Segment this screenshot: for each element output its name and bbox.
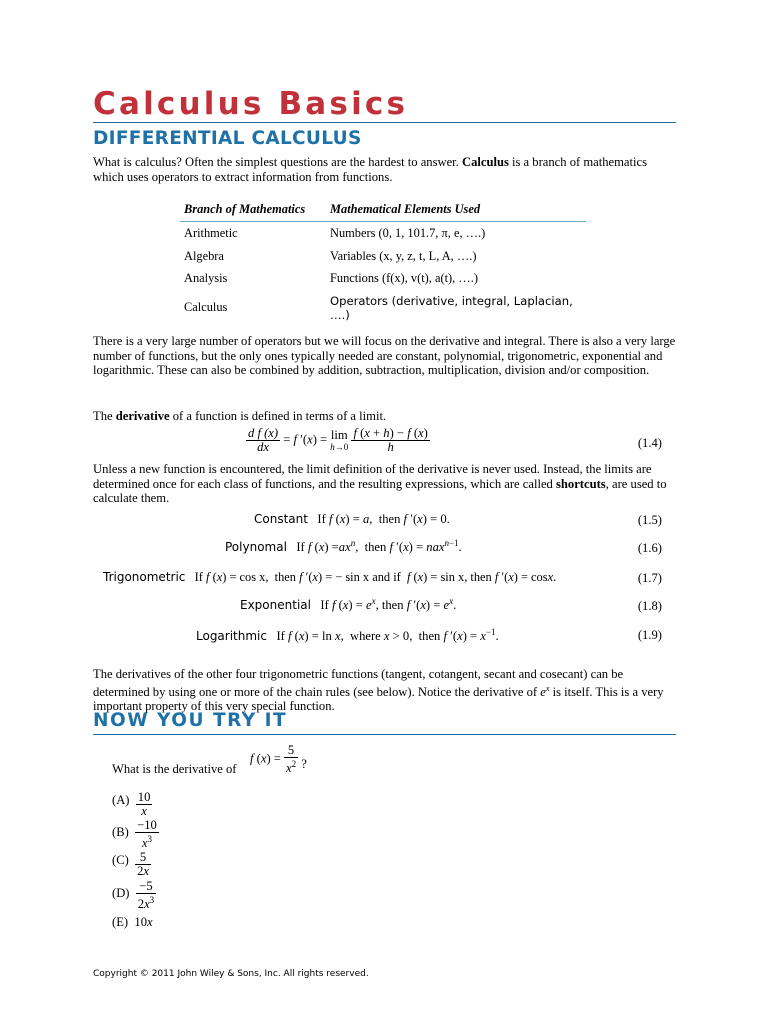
- trig-functions-paragraph: The derivatives of the other four trigonometric functions (tangent, cotangent, secant and cosecant) can be determined by using one or more of the chain rules (see below). Notice the derivative of $e^x$ is itself. This is a very important property of this very special function.: [93, 667, 664, 714]
- intro-paragraph: What is calculus? Often the simplest questions are the hardest to answer. Calculus is a branch of mathematics which uses operators to extract information from functions.: [93, 155, 647, 184]
- equation-number: (1.8): [637, 599, 662, 613]
- constant-rule-equation: Constant If f (x) = a, then f ′(x) = 0.: [254, 512, 450, 526]
- exponential-rule-equation: Exponential If f $(x) = e^x$, then f $'(x) = e^x$.: [240, 596, 457, 613]
- shortcuts-paragraph: Unless a new function is encountered, the limit definition of the derivative is never used. Instead, the limits are determined once for each class of functions, and the resulting expressions, which are called shortcuts, are used to calculate them.: [93, 462, 667, 505]
- trigonometric-rule-equation: Trigonometric If f (x) = cos x, then f ′(x) = − sin x and if f (x) = sin x, then f ′(x) = cosx.: [103, 570, 557, 584]
- copyright-footer: Copyright © 2011 John Wiley & Sons, Inc. All rights reserved.: [93, 969, 369, 979]
- table-header: Branch of Mathematics: [180, 200, 326, 222]
- table-header: Mathematical Elements Used: [326, 200, 586, 222]
- equation-number: (1.9): [637, 628, 662, 642]
- title-rule: [93, 122, 676, 123]
- derivative-definition-text: The derivative of a function is defined in terms of a limit.: [93, 409, 387, 423]
- equation-number: (1.4): [637, 436, 662, 450]
- question-text: What is the derivative of: [112, 762, 237, 776]
- section-heading-differential: DIFFERENTIAL CALCULUS: [93, 128, 362, 149]
- logarithmic-rule-equation: Logarithmic If f (x) = ln x, where x > 0, then f $'(x) = x^{-1}$.: [196, 627, 499, 644]
- section-heading-now-you-try: NOW YOU TRY IT: [93, 710, 288, 731]
- table-row: Arithmetic Numbers (0, 1, 101.7, π, e, ….): [184, 226, 486, 240]
- table-row: Algebra Variables (x, y, z, t, L, A, ….): [184, 248, 477, 263]
- math-elements-table: [180, 200, 586, 325]
- equation-number: (1.5): [637, 513, 662, 527]
- table-row: Calculus Operators (derivative, integral, Laplacian, ….): [184, 293, 573, 322]
- section-rule: [93, 734, 676, 735]
- answer-option-e[interactable]: (E) 10x: [112, 915, 153, 929]
- answer-option-c[interactable]: (C) $\frac{5}{2x}$: [112, 850, 149, 878]
- answer-option-b[interactable]: (B) $\frac{-10}{x^3}$: [112, 818, 157, 851]
- operators-paragraph: There is a very large number of operators but we will focus on the derivative and integral. There is also a very large number of functions, but the only ones typically needed are constant, polynomial, trigonometric, exponential and logarithmic. These can also be combined by addition, subtraction, multiplication, division and/or composition.: [93, 334, 676, 377]
- answer-option-a[interactable]: (A) $\frac{10}{x}$: [112, 790, 151, 818]
- question-function: f (x) = $\frac{5}{x^2}$ ?: [250, 743, 307, 776]
- table-row: Analysis Functions (f(x), v(t), a(t), ….): [184, 271, 478, 285]
- limit-definition-equation: $\frac{\text{d f (x)}}{dx}$ = f ′(x) = lim h→0 $\frac{f (x + h) - f (x)}{h}$: [248, 426, 428, 454]
- answer-option-d[interactable]: (D) $\frac{-5}{2x^3}$: [112, 879, 155, 912]
- page-title: Calculus Basics: [93, 86, 409, 122]
- equation-number: (1.7): [637, 571, 662, 585]
- equation-number: (1.6): [637, 541, 662, 555]
- polynomial-rule-equation: Polynomal If f $(x) =ax^n$, then f ′(x) = nax$^{n-1}$.: [225, 538, 462, 555]
